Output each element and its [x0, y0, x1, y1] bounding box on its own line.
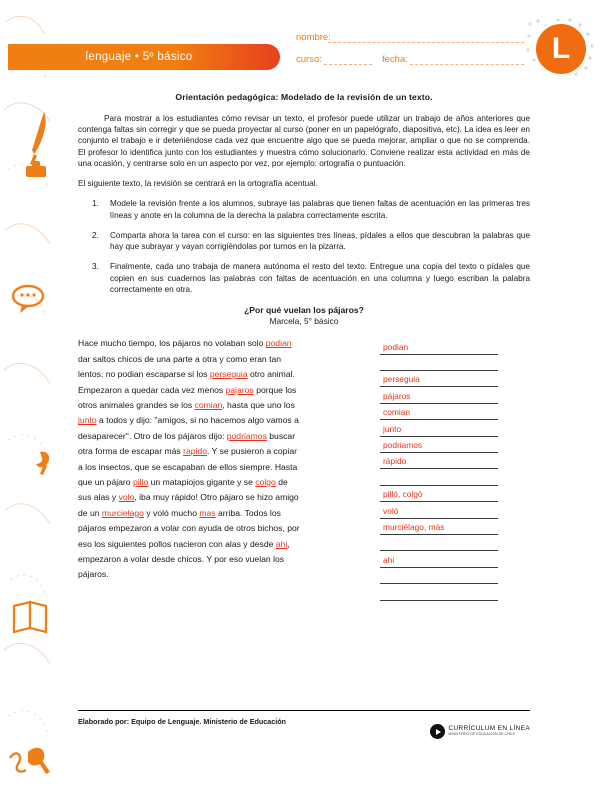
misspelled-word[interactable]: pillo — [132, 476, 149, 487]
page-title: Orientación pedagógica: Modelado de la revisión de un texto. — [175, 92, 433, 102]
step-number: 1. — [92, 199, 99, 209]
misspelled-word[interactable]: mas — [199, 507, 216, 518]
page-header — [0, 18, 600, 80]
student-text-line — [78, 413, 366, 428]
text-segment: otro animal. — [247, 369, 295, 380]
subject-ribbon — [8, 44, 280, 70]
note-paragraph: El siguiente texto, la revisión se centrará en la ortografía acentual. — [78, 179, 318, 189]
student-text-line — [78, 398, 366, 413]
correction-word: ahi — [383, 554, 395, 565]
margin-doodles — [0, 0, 62, 800]
text-segment: que un pájaro — [78, 476, 133, 487]
student-text-author: Marcela, 5° básico — [269, 316, 339, 327]
text-segment: Empezaron a quedar cada vez menos — [78, 384, 226, 395]
text-segment: otra forma de escapar más — [78, 446, 184, 457]
corrections-column[interactable] — [380, 336, 498, 600]
student-text-line — [78, 552, 366, 567]
student-text-line — [78, 521, 366, 536]
field-curso-line — [324, 64, 372, 65]
text-segment: , — [287, 538, 290, 549]
correction-row[interactable] — [380, 371, 498, 387]
misspelled-word[interactable]: podian — [265, 338, 292, 349]
list-item — [78, 198, 530, 221]
field-curso-label: curso: — [296, 54, 322, 65]
correction-row[interactable] — [380, 338, 498, 354]
misspelled-word[interactable]: podriamos — [226, 430, 267, 441]
field-nombre-label: nombre: — [296, 32, 331, 43]
text-segment: eso los siguientes pollos nacieron con alas y desde — [78, 538, 276, 549]
revision-area — [78, 336, 530, 600]
correction-row[interactable] — [380, 519, 498, 535]
student-text-line — [78, 506, 366, 521]
field-nombre[interactable] — [296, 30, 526, 52]
text-segment: . Y se pusieron a copiar — [206, 446, 297, 457]
text-segment: Hace mucho tiempo, los pájaros no volaban solo — [78, 338, 266, 349]
document-body — [78, 92, 530, 601]
correction-row[interactable] — [380, 584, 498, 600]
correction-word: voló — [383, 505, 399, 516]
correction-word: pilló, colgó — [383, 489, 423, 500]
curriculum-logo-title: CURRÍCULUM EN LÍNEA — [448, 725, 530, 733]
correction-word: perseguia — [383, 374, 420, 385]
step-number: 2. — [92, 230, 99, 240]
correction-row[interactable] — [380, 551, 498, 567]
correction-row[interactable] — [380, 568, 498, 584]
feather-pen-icon — [30, 112, 46, 165]
text-segment: arriba. Todos los — [215, 507, 281, 518]
text-segment: desaparecer". Otro de los pájaros dijo: — [78, 430, 227, 441]
play-icon — [430, 724, 445, 739]
student-text-line — [78, 352, 366, 367]
student-text-title: ¿Por qué vuelan los pájaros? — [244, 305, 364, 316]
correction-row[interactable] — [380, 469, 498, 485]
field-nombre-line — [328, 42, 524, 43]
correction-word: rápido — [383, 456, 407, 467]
correction-row[interactable] — [380, 404, 498, 420]
misspelled-word[interactable]: rapido — [183, 446, 207, 457]
open-book-icon — [14, 602, 46, 632]
misspelled-word[interactable]: perseguia — [209, 369, 248, 380]
correction-row[interactable] — [380, 437, 498, 453]
misspelled-word[interactable]: junto — [78, 415, 97, 426]
subject-ribbon-label: lenguaje • 5º básico — [85, 51, 193, 63]
field-fecha-label: fecha: — [382, 54, 408, 65]
curriculum-logo — [430, 724, 530, 739]
text-segment: pájaros. — [78, 569, 109, 580]
misspelled-word[interactable]: colgo — [255, 476, 276, 487]
correction-word: comian — [383, 407, 410, 418]
comma-icon — [36, 452, 49, 475]
student-text-line — [78, 444, 366, 459]
student-text-line — [78, 383, 366, 398]
text-segment: a los insectos, que se escapaban de ellos siempre. Hasta — [78, 461, 298, 472]
text-segment: dar saltos chicos de una parte a otra y como eran tan — [78, 353, 282, 364]
correction-row[interactable] — [380, 502, 498, 518]
misspelled-word[interactable]: ahi — [275, 538, 288, 549]
text-segment: porque los — [253, 384, 297, 395]
student-text-line — [78, 460, 366, 475]
student-text-line — [78, 429, 366, 444]
list-item — [78, 230, 530, 253]
text-segment: , hasta que uno los — [222, 399, 295, 410]
correction-row[interactable] — [380, 453, 498, 469]
correction-word: murciélago, más — [383, 521, 445, 532]
correction-row[interactable] — [380, 420, 498, 436]
text-segment: a todos y dijo: "amigos, si no hacemos algo vamos a — [96, 415, 299, 426]
correction-word: pájaros — [383, 390, 411, 401]
step-text: Modele la revisión frente a los alumnos, subraye las palabras que tienen faltas de acentuación en las primeras tres líneas y anote en la columna de la derecha la palabra correctamente escrita. — [110, 199, 530, 220]
correction-row[interactable] — [380, 535, 498, 551]
student-text-body — [78, 336, 366, 583]
step-number: 3. — [92, 262, 99, 272]
footer-divider — [78, 710, 530, 711]
text-segment: lentos, no podian escaparse si los — [78, 369, 210, 380]
identification-fields — [296, 30, 526, 74]
student-text-line — [78, 490, 366, 505]
student-text-line — [78, 537, 366, 552]
misspelled-word[interactable]: pajaros — [225, 384, 254, 395]
text-segment: empezaron a volar desde chicos. Y por eso vuelan los — [78, 553, 285, 564]
step-text: Finalmente, cada uno trabaja de manera autónoma el resto del texto. Entregue una copia del texto o pídales que copien en sus cuadernos las palabras con faltas de acentuación en una columna y luego escriban la palabra correctamente en otra. — [110, 262, 530, 294]
student-text-line — [78, 567, 366, 582]
inkwell-icon — [26, 161, 46, 177]
pencil-icon — [10, 748, 50, 774]
text-segment: pájaros empezaron a volar con ayuda de otros bichos, por — [78, 523, 300, 534]
student-text-line — [78, 367, 366, 382]
text-segment: buscar — [266, 430, 296, 441]
text-segment: sus alas y — [78, 492, 119, 503]
correction-row[interactable] — [380, 486, 498, 502]
field-fecha-line — [410, 64, 524, 65]
page-footer — [78, 710, 530, 737]
correction-row[interactable] — [380, 355, 498, 371]
correction-word: podriamos — [383, 440, 423, 451]
correction-word: junto — [383, 423, 402, 434]
list-item — [78, 261, 530, 295]
text-segment: y voló mucho — [143, 507, 200, 518]
curriculum-logo-subtitle: MINISTERIO DE EDUCACIÓN DE CHILE — [448, 732, 516, 737]
speech-bubble-icon — [13, 286, 43, 313]
field-curso-fecha-row[interactable] — [296, 52, 526, 74]
misspelled-word[interactable]: volo — [118, 492, 135, 503]
misspelled-word[interactable]: murcielago — [101, 507, 144, 518]
footer-credit: Elaborado por: Equipo de Lenguaje. Ministerio de Educación — [78, 717, 287, 726]
text-segment: un matapiojos gigante y se — [148, 476, 256, 487]
step-text: Comparta ahora la tarea con el curso: en las siguientes tres líneas, pídales a ellos que descubran la palabras que hay que subrayar y vayan corrigiéndolas por turnos en la pizarra. — [110, 230, 530, 252]
text-segment: , iba muy rápido! Otro pájaro se hizo amigo — [134, 492, 299, 503]
subject-badge-letter: L — [551, 32, 571, 65]
correction-row[interactable] — [380, 387, 498, 403]
subject-badge — [536, 24, 586, 74]
text-segment: otros animales grandes se los — [78, 399, 195, 410]
decorative-margin — [0, 0, 62, 800]
correction-word: podian — [383, 341, 409, 352]
steps-list — [78, 198, 530, 295]
misspelled-word[interactable]: comian — [194, 399, 223, 410]
intro-paragraph: Para mostrar a los estudiantes cómo revisar un texto, el profesor puede utilizar un trabajo de años anteriores que contenga faltas sin corregir y que se pueda proyectar al curso (poner en un papelógrafo, diapositiva, etc). La idea es leer en conjunto el trabajo e ir deteniéndose cada vez que encuentre algo que se pueda mejorar, ampliar o que no se comprenda. El profesor lo identifica junto con los estudiantes y muestra cómo solucionarlo. Conviene realizar esta actividad en más de una ocasión, y centrarse solo en un aspecto por vez, por ejemplo: ortografía o puntuación. — [78, 114, 530, 168]
student-text-line — [78, 336, 366, 351]
student-text-line — [78, 475, 366, 490]
text-segment: de — [275, 476, 288, 487]
text-segment: de un — [78, 507, 102, 518]
